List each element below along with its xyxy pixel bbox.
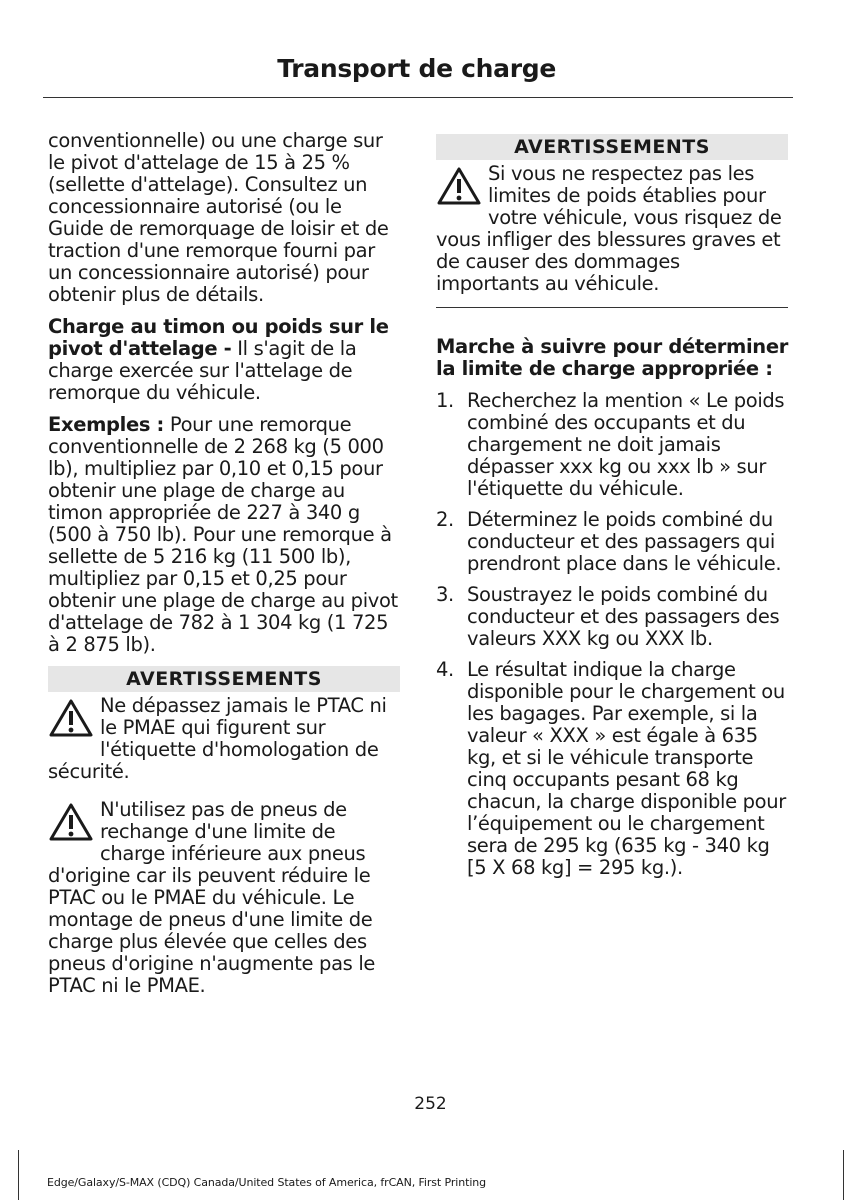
examples-paragraph: [48, 414, 400, 656]
section-divider: [436, 307, 788, 308]
step-number: 3.: [436, 583, 454, 606]
warning-heading: AVERTISSEMENTS: [436, 134, 788, 160]
warning-text: Ne dépassez jamais le PTAC ni le PMAE qui figurent sur l'étiquette d'homologation de sécurité.: [48, 694, 387, 783]
steps-list: [436, 390, 788, 879]
warning-triangle-icon: [48, 801, 96, 845]
left-column: [48, 130, 400, 1005]
header-divider: [43, 97, 793, 98]
list-item: [436, 509, 788, 575]
warning-heading: AVERTISSEMENTS: [48, 666, 400, 692]
warning-text: N'utilisez pas de pneus de rechange d'une limite de charge inférieure aux pneus d'origine car ils peuvent réduire le PTAC ou le PMAE du véhicule. Le montage de pneus d'une limite de charge plus élevée que celles des pneus d'origine n'augmente pas le PTAC ni le PMAE.: [48, 798, 376, 997]
step-number: 4.: [436, 658, 454, 681]
warning-triangle-icon: [436, 165, 484, 209]
footer-text: Edge/Galaxy/S-MAX (CDQ) Canada/United States of America, frCAN, First Printing: [47, 1176, 487, 1189]
intro-paragraph: conventionnelle) ou une charge sur le pivot d'attelage de 15 à 25 % (sellette d'attelage). Consultez un concessionnaire autorisé (ou le Guide de remorquage de loisir et de traction d'une remorque fourni par un concessionnaire autorisé) pour obtenir plus de détails.: [48, 129, 389, 306]
term-label: Charge au timon ou poids sur le pivot d'attelage -: [48, 315, 389, 360]
list-item: [436, 390, 788, 500]
section-heading: Marche à suivre pour déterminer la limite de charge appropriée :: [436, 335, 788, 380]
crop-mark: [843, 1150, 844, 1200]
term-text: Pour une remorque conventionnelle de 2 268 kg (5 000 lb), multipliez par 0,10 et 0,15 pour obtenir une plage de charge au timon appropriée de 227 à 340 g (500 à 750 lb). Pour une remorque à sellette de 5 216 kg (11 500 lb), multipliez par 0,15 et 0,25 pour obtenir une plage de charge au pivot d'attelage de 782 à 1 304 kg (1 725 à 2 875 lb).: [48, 413, 398, 656]
page-title: Transport de charge: [277, 54, 556, 83]
step-text: Déterminez le poids combiné du conducteur et des passagers qui prendront place dans le véhicule.: [467, 508, 782, 575]
warning-item: [436, 163, 788, 295]
list-item: [436, 584, 788, 650]
warning-item: [48, 695, 400, 783]
list-item: [436, 659, 788, 879]
crop-mark: [18, 1150, 19, 1200]
step-text: Le résultat indique la charge disponible pour le chargement ou les bagages. Par exemple, si la valeur « XXX » est égale à 635 kg, et si le véhicule transporte cinq occupants pesant 68 kg chacun, la charge disponible pour l’équipement ou le chargement sera de 295 kg (635 kg - 340 kg [5 X 68 kg] = 295 kg.).: [467, 658, 786, 879]
tongue-weight-definition: [48, 316, 400, 404]
term-text: Il s'agit de la charge exercée sur l'attelage de remorque du véhicule.: [48, 337, 357, 404]
step-number: 1.: [436, 389, 454, 412]
step-text: Soustrayez le poids combiné du conducteur et des passagers des valeurs XXX kg ou XXX lb.: [467, 583, 780, 650]
step-number: 2.: [436, 508, 454, 531]
step-text: Recherchez la mention « Le poids combiné des occupants et du chargement ne doit jamais dépasser xxx kg ou xxx lb » sur l'étiquette du véhicule.: [467, 389, 785, 500]
term-label: Exemples :: [48, 413, 165, 436]
warning-item: [48, 791, 400, 997]
right-column: [436, 130, 788, 888]
page-number: 252: [414, 1094, 447, 1114]
warning-triangle-icon: [48, 697, 96, 741]
warning-text: Si vous ne respectez pas les limites de poids établies pour votre véhicule, vous risquez de vous infliger des blessures graves et de causer des dommages importants au véhicule.: [436, 162, 782, 295]
